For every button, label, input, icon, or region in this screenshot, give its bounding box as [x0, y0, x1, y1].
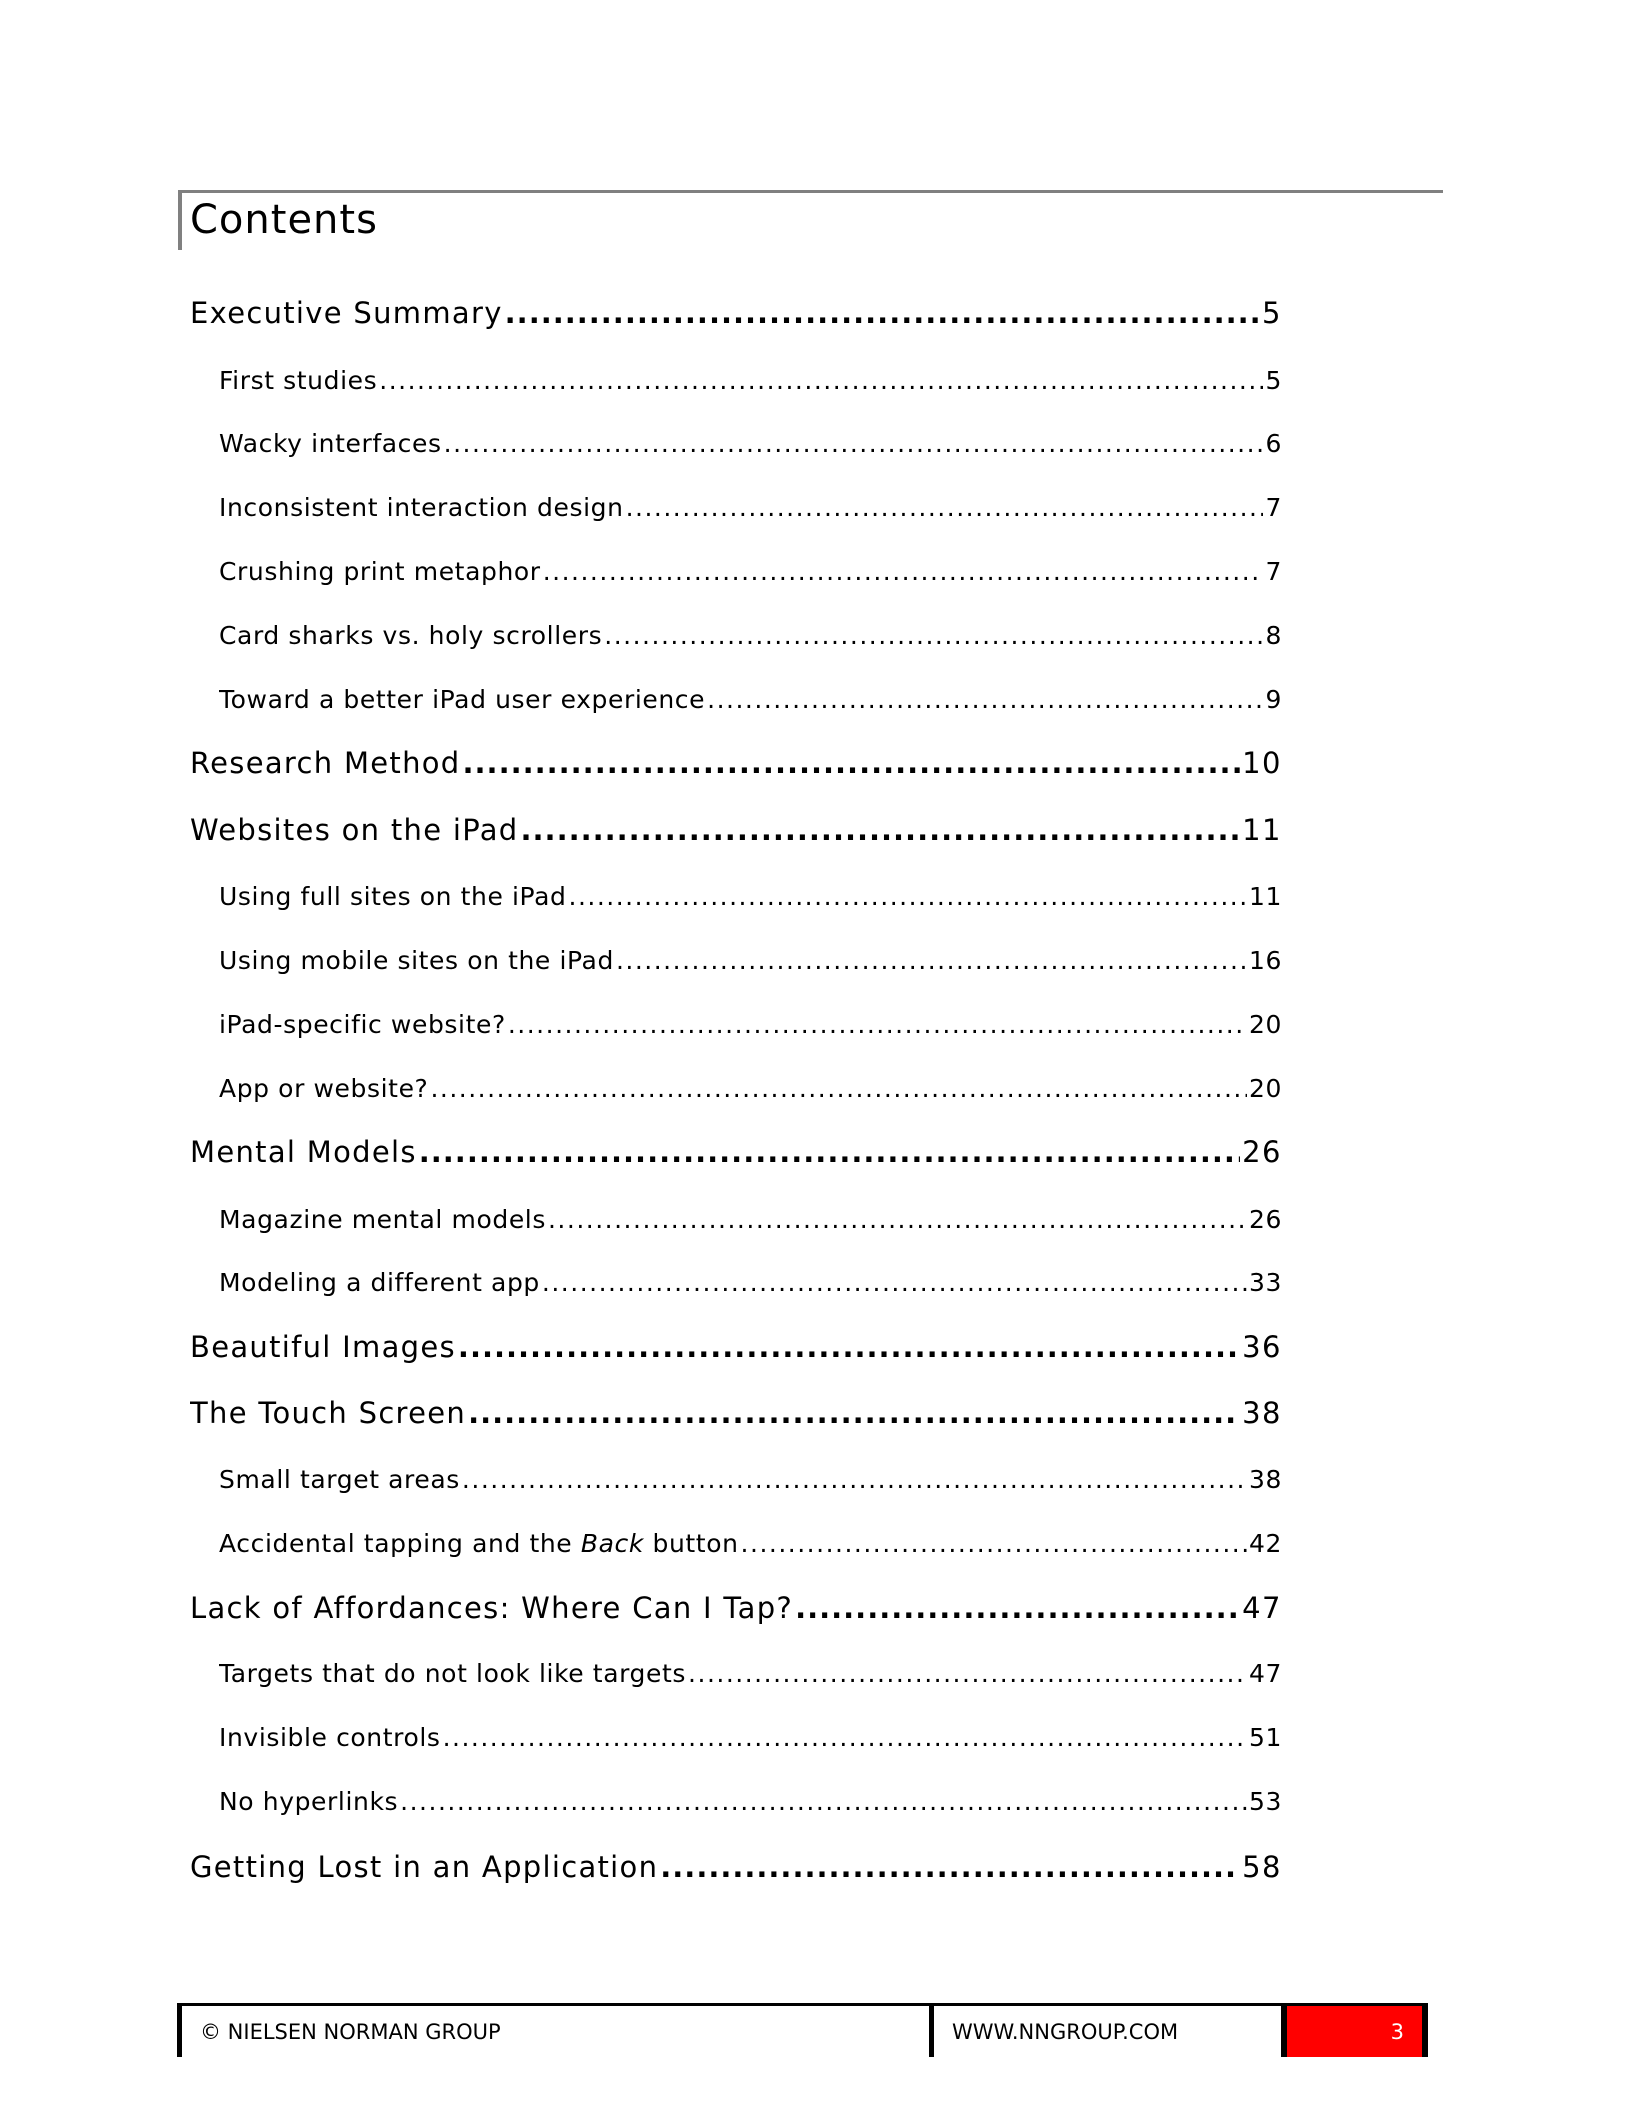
- dot-leader: [400, 1787, 1247, 1816]
- toc-entry-label: iPad-specific website?: [219, 1010, 506, 1039]
- toc-entry-page: 53: [1248, 1787, 1282, 1816]
- toc-entry-label: Lack of Affordances: Where Can I Tap?: [190, 1591, 794, 1625]
- toc-entry-crushing-print-metaphor[interactable]: [219, 557, 1282, 593]
- toc-entry-label: App or website?: [219, 1074, 429, 1103]
- toc-entry-page: 11: [1242, 813, 1282, 847]
- dot-leader: [660, 1850, 1240, 1884]
- toc-entry-page: 8: [1265, 621, 1282, 650]
- dot-leader: [542, 1268, 1247, 1297]
- dot-leader: [419, 1135, 1240, 1169]
- website-link[interactable]: WWW.NNGROUP.COM: [952, 2019, 1179, 2044]
- toc-entry-page: 6: [1265, 429, 1282, 458]
- toc-entry-label: Toward a better iPad user experience: [219, 685, 706, 714]
- toc-entry-page: 5: [1265, 366, 1282, 395]
- toc-entry-app-or-website[interactable]: [219, 1074, 1282, 1110]
- dot-leader: [616, 946, 1247, 975]
- toc-entry-label: Invisible controls: [219, 1723, 441, 1752]
- toc-entry-page: 7: [1265, 493, 1282, 522]
- toc-entry-wacky-interfaces[interactable]: [219, 429, 1282, 465]
- dot-leader: [468, 1396, 1240, 1430]
- toc-entry-page: 20: [1248, 1074, 1282, 1103]
- toc-entry-no-hyperlinks[interactable]: [219, 1787, 1282, 1823]
- label-emphasis: Back: [580, 1529, 644, 1558]
- dot-leader: [569, 882, 1247, 911]
- toc-entry-label: Getting Lost in an Application: [190, 1850, 659, 1884]
- toc-entry-page: 38: [1248, 1465, 1282, 1494]
- dot-leader: [741, 1529, 1247, 1558]
- dot-leader: [462, 1465, 1247, 1494]
- toc-entry-invisible-controls[interactable]: [219, 1723, 1282, 1759]
- footer-copyright: [177, 2006, 929, 2057]
- toc-entry-page: 10: [1242, 746, 1282, 780]
- toc-entry-executive-summary[interactable]: [190, 296, 1282, 336]
- toc-entry-page: 16: [1248, 946, 1282, 975]
- toc-entry-page: 26: [1242, 1135, 1282, 1169]
- toc-entry-label: Using full sites on the iPad: [219, 882, 567, 911]
- toc-entry-label: Modeling a different app: [219, 1268, 540, 1297]
- toc-entry-mental-models[interactable]: [190, 1135, 1282, 1175]
- toc-entry-page: 36: [1242, 1330, 1282, 1364]
- toc-entry-label: First studies: [219, 366, 378, 395]
- toc-entry-label: The Touch Screen: [190, 1396, 467, 1430]
- toc-entry-websites-on-ipad[interactable]: [190, 813, 1282, 853]
- toc-entry-page: 58: [1242, 1850, 1282, 1884]
- toc-entry-page: 11: [1248, 882, 1282, 911]
- label-text: button: [643, 1529, 739, 1558]
- toc-entry-getting-lost[interactable]: [190, 1850, 1282, 1890]
- toc-entry-small-target-areas[interactable]: [219, 1465, 1282, 1501]
- toc-entry-targets-not-like-targets[interactable]: [219, 1659, 1282, 1695]
- toc-entry-inconsistent-interaction-design[interactable]: [219, 493, 1282, 529]
- toc-entry-label: Targets that do not look like targets: [219, 1659, 687, 1688]
- toc-entry-modeling-different-app[interactable]: [219, 1268, 1282, 1304]
- dot-leader: [707, 685, 1263, 714]
- toc-entry-page: 47: [1248, 1659, 1282, 1688]
- dot-leader: [795, 1591, 1240, 1625]
- toc-entry-accidental-tapping[interactable]: [219, 1529, 1282, 1565]
- toc-entry-ipad-specific-website[interactable]: [219, 1010, 1282, 1046]
- page-footer: [177, 2003, 1428, 2057]
- toc-entry-toward-better-ipad[interactable]: [219, 685, 1282, 721]
- dot-leader: [626, 493, 1264, 522]
- dot-leader: [444, 429, 1264, 458]
- toc-entry-page: 5: [1262, 296, 1282, 330]
- page-title: Contents: [190, 197, 378, 243]
- toc-entry-research-method[interactable]: [190, 746, 1282, 786]
- toc-entry-label: Small target areas: [219, 1465, 460, 1494]
- dot-leader: [543, 557, 1264, 586]
- toc-entry-page: 7: [1265, 557, 1282, 586]
- toc-entry-page: 33: [1248, 1268, 1282, 1297]
- dot-leader: [521, 813, 1241, 847]
- toc-entry-label: Research Method: [190, 746, 461, 780]
- toc-entry-page: 9: [1265, 685, 1282, 714]
- toc-entry-label: Card sharks vs. holy scrollers: [219, 621, 603, 650]
- toc-entry-page: 26: [1248, 1205, 1282, 1234]
- toc-entry-lack-of-affordances[interactable]: [190, 1591, 1282, 1631]
- toc-entry-page: 47: [1242, 1591, 1282, 1625]
- toc-entry-label: Websites on the iPad: [190, 813, 519, 847]
- toc-entry-label: No hyperlinks: [219, 1787, 399, 1816]
- label-text: Accidental tapping and the: [219, 1529, 581, 1558]
- dot-leader: [430, 1074, 1247, 1103]
- toc-entry-label: Magazine mental models: [219, 1205, 546, 1234]
- toc-entry-magazine-mental-models[interactable]: [219, 1205, 1282, 1241]
- toc-entry-using-mobile-sites[interactable]: [219, 946, 1282, 982]
- dot-leader: [458, 1330, 1240, 1364]
- toc-entry-page: 42: [1248, 1529, 1282, 1558]
- toc-entry-label: Beautiful Images: [190, 1330, 456, 1364]
- dot-leader: [443, 1723, 1247, 1752]
- dot-leader: [508, 1010, 1247, 1039]
- dot-leader: [463, 746, 1241, 780]
- page-number: 3: [1390, 2019, 1404, 2044]
- dot-leader: [505, 296, 1260, 330]
- toc-entry-page: 20: [1248, 1010, 1282, 1039]
- toc-entry-first-studies[interactable]: [219, 366, 1282, 402]
- footer-website: [929, 2006, 1281, 2057]
- toc-entry-touch-screen[interactable]: [190, 1396, 1282, 1436]
- toc-entry-page: 51: [1248, 1723, 1282, 1752]
- toc-entry-label: Inconsistent interaction design: [219, 493, 624, 522]
- toc-entry-label: Crushing print metaphor: [219, 557, 541, 586]
- dot-leader: [688, 1659, 1247, 1688]
- toc-entry-beautiful-images[interactable]: [190, 1330, 1282, 1370]
- toc-entry-label: Mental Models: [190, 1135, 417, 1169]
- copyright-text: © NIELSEN NORMAN GROUP: [200, 2019, 501, 2044]
- dot-leader: [379, 366, 1263, 395]
- toc-entry-card-sharks[interactable]: [219, 621, 1282, 657]
- toc-entry-label: [219, 1529, 739, 1558]
- toc-entry-page: 38: [1242, 1396, 1282, 1430]
- toc-entry-label: Using mobile sites on the iPad: [219, 946, 614, 975]
- dot-leader: [604, 621, 1263, 650]
- toc-entry-label: Wacky interfaces: [219, 429, 442, 458]
- footer-page-number: [1281, 2006, 1428, 2057]
- dot-leader: [548, 1205, 1247, 1234]
- toc-entry-label: Executive Summary: [190, 296, 503, 330]
- toc-entry-using-full-sites[interactable]: [219, 882, 1282, 918]
